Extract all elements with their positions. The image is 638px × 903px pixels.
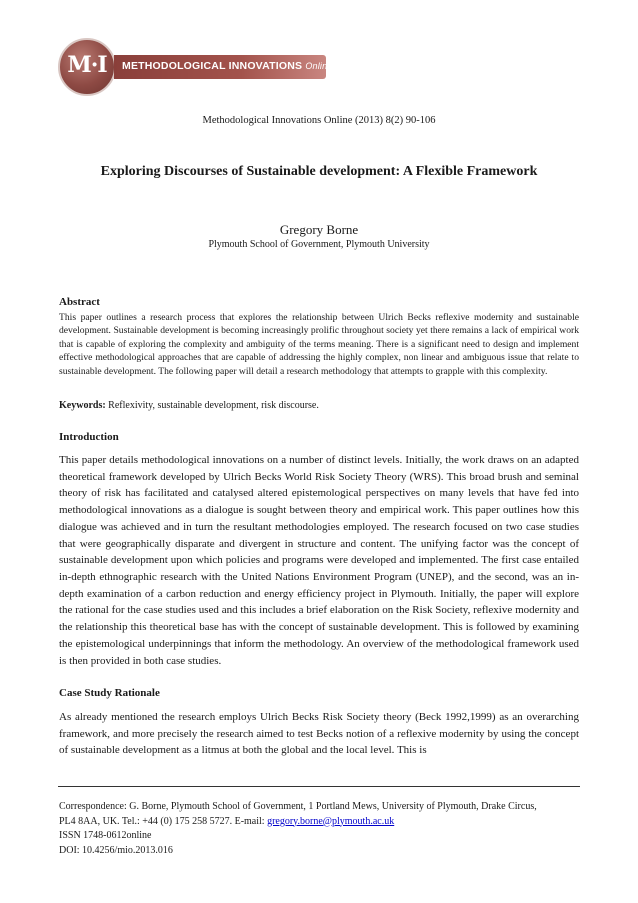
author-affiliation: Plymouth School of Government, Plymouth University [208, 239, 430, 250]
footer-divider [58, 786, 580, 787]
abstract-text: This paper outlines a research process that explores the relationship between Ulrich Becks reflexive modernity and sustainable development. Sustainable development is becoming increasingly prolific throughout society yet there remains a lack of empirical work that is capable of exploring the complexity and ambiguity of the terms meaning. There is a significant need to design and implement effective methodological approaches that are capable of addressing the highly complex, non linear and ambiguous issue that relate to sustainable development. The following paper will detail a research methodology that attempts to grapple with this complexity. [59, 312, 579, 377]
email-link[interactable]: gregory.borne@plymouth.ac.uk [267, 815, 395, 827]
author-name: Gregory Borne [279, 222, 359, 237]
logo-text [122, 60, 333, 72]
introduction-text: This paper details methodological innovations on a number of distinct levels. Initially, the work draws on an adapted theoretical framework developed by Ulrich Becks World Risk Society Theory (WRS). This broad brush and seminal theory of risk has facilitated and catalysed altered epistemological perspectives on many levels that have fed into methodological innovations as a dialogue is sought between theory and empirical work. This paper outlines how this dialogue was achieved and in turn the resultant methodologies employed. The research focused on two case studies that were geographically disparate and divergent in structure and content. The unifying factor was the concept of sustainable development upon which policies and programs were developed and implemented. The first case entailed in-depth ethnographic research with the United Nations Environment Program (UNEP), and the second, was an in-depth examination of a carbon reduction and energy efficiency project in Plymouth. Initially, the paper will explore the rational for the case studies used and this includes a brief elaboration on the Risk Society, reflexive modernity and the relationship this theoretical base has with the concept of sustainable development. This is followed by examining the epistemological underpinnings that inform the methodology. An overview of the methodological framework used is then provided in both case studies. [59, 454, 579, 667]
introduction-heading: Introduction [59, 431, 119, 443]
journal-header: Methodological Innovations Online (2013) 8(2) 90-106 [202, 115, 436, 126]
keywords-label: Keywords: [59, 400, 106, 411]
issn: ISSN 1748-0612online [59, 830, 152, 841]
correspondence-line: Correspondence: G. Borne, Plymouth School of Government, 1 Portland Mews, University of Plymouth, Drake Circus, [59, 801, 537, 812]
keywords-text: Reflexivity, sustainable development, risk discourse. [105, 400, 319, 411]
abstract-section [59, 296, 579, 378]
logo-name: METHODOLOGICAL INNOVATIONS [122, 60, 303, 72]
contact-line: PL4 8AA, UK. Tel.: +44 (0) 175 258 5727. E-mail: [59, 815, 268, 827]
paper-title: Exploring Discourses of Sustainable development: A Flexible Framework [100, 164, 538, 179]
introduction-section [59, 431, 579, 669]
logo-suffix: Online [305, 61, 333, 71]
case-study-text: As already mentioned the research employs Ulrich Becks Risk Society theory (Beck 1992,1999) as an overarching framework, and more precisely the research aimed to test Becks notion of a reflexive modernity by using the concept of sustainable development as a litmus at both the global and the local level. This is [59, 711, 579, 757]
correspondence-footer [59, 800, 584, 858]
abstract-heading: Abstract [59, 296, 100, 308]
keywords [59, 399, 579, 413]
case-study-section [59, 687, 579, 759]
logo-mark: M·I [67, 52, 107, 78]
case-study-heading: Case Study Rationale [59, 687, 160, 699]
journal-logo [58, 38, 348, 100]
doi: DOI: 10.4256/mio.2013.016 [59, 844, 173, 856]
